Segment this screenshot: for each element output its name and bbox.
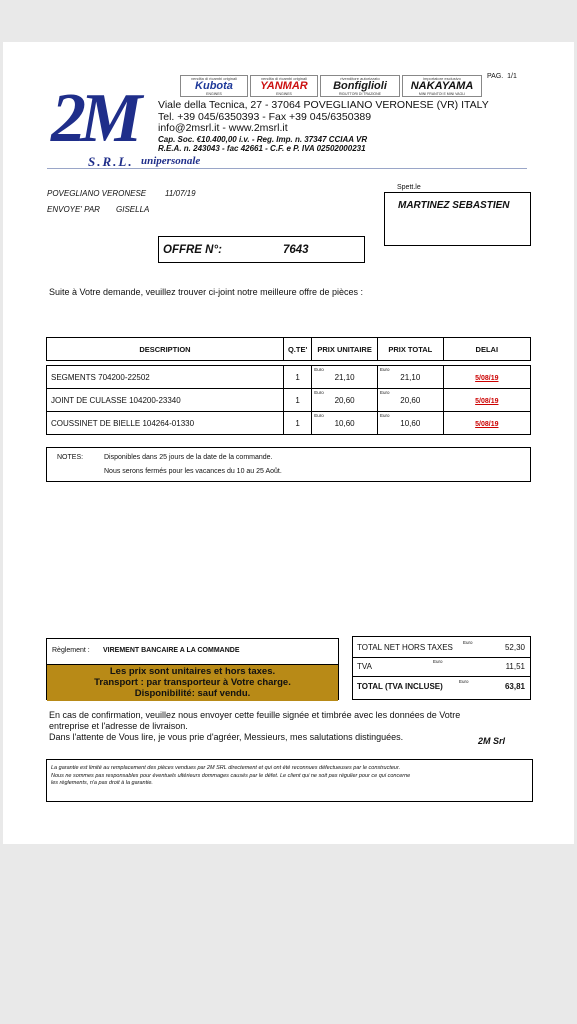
grand-total-currency: Euro	[459, 679, 469, 684]
row-qty: 1	[283, 412, 311, 435]
header-qty: Q.TE'	[283, 338, 311, 361]
logo-srl: S.R.L.	[88, 154, 134, 169]
row-total-price: Euro 21,10	[377, 366, 443, 389]
brand-bonfiglioli: rivenditore autorizzato Bonfiglioli RIDUTTORI DI TRAZIONE	[320, 75, 400, 97]
recipient-box	[384, 192, 531, 246]
signature: 2M Srl	[478, 736, 506, 746]
logo-unipersonale: unipersonale	[141, 155, 201, 167]
offer-label: OFFRE N°:	[163, 244, 222, 256]
table-row	[47, 389, 531, 412]
condition-prices: Les prix sont unitaires et hors taxes.	[109, 666, 276, 677]
row-delay: 5/08/19	[443, 412, 530, 435]
row-qty: 1	[283, 389, 311, 412]
row-description: COUSSINET DE BIELLE 104264-01330	[47, 412, 284, 435]
company-address: Viale della Tecnica, 27 - 37064 POVEGLIANO VERONESE (VR) ITALY	[158, 99, 489, 111]
brand-nakayama: importatore esclusivo NAKAYAMA MINI FRANTOI E MINI VAGLI	[402, 75, 482, 97]
row-description: SEGMENTS 704200-22502	[47, 366, 284, 389]
header-description: DESCRIPTION	[47, 338, 284, 361]
brand-yanmar: vendita di ricambi originali YANMAR ENGINES	[250, 75, 318, 97]
table-row	[47, 412, 531, 435]
company-email: info@2msrl.it - www.2msrl.it	[158, 122, 288, 134]
place: POVEGLIANO VERONESE	[47, 189, 147, 198]
warranty-line-2: Nous ne sommes pas responsables pour éventuels ultérieurs dommages causés par le défet. Le client qui ne soit pas régulier pour ce qui concerne	[51, 772, 411, 779]
offer-number: 7643	[283, 244, 309, 256]
row-unit-price: Euro 20,60	[312, 389, 378, 412]
closing-text	[49, 710, 460, 743]
table-header-row	[47, 338, 531, 361]
header-delay: DELAI	[443, 338, 530, 361]
table-row	[47, 366, 531, 389]
row-unit-price: Euro 10,60	[312, 412, 378, 435]
row-total-price: Euro 10,60	[377, 412, 443, 435]
warranty-line-1: La garantie est limité au remplacement des pièces vendues par 2M SRL directement et qui ont été reconnues défectueuses par le constructeur.	[51, 765, 401, 771]
recipient-label: Spett.le	[397, 184, 421, 191]
recipient-name: MARTINEZ SEBASTIEN	[398, 200, 510, 211]
items-table	[46, 337, 531, 435]
warranty-box	[46, 759, 533, 802]
net-total-currency: Euro	[463, 640, 473, 645]
conditions-banner	[47, 664, 338, 701]
notes-box	[46, 447, 531, 482]
company-phone: Tel. +39 045/6350393 - Fax +39 045/6350389	[158, 111, 372, 123]
notes-line-1: Disponibles dans 25 jours de la date de la commande.	[104, 454, 273, 461]
offer-box	[158, 236, 365, 263]
row-unit-price: Euro 21,10	[312, 366, 378, 389]
totals-box	[352, 636, 531, 700]
payment-label: Règlement :	[52, 647, 90, 654]
intro-text: Suite à Votre demande, veuillez trouver ci-joint notre meilleure offre de pièces :	[49, 287, 364, 297]
sent-by: GISELLA	[116, 205, 150, 214]
closing-line-1: En cas de confirmation, veuillez nous envoyer cette feuille signée et timbrée avec les données de Votre	[49, 710, 461, 720]
net-total-value: 52,30	[504, 643, 525, 652]
notes-label: NOTES:	[57, 454, 84, 461]
row-description: JOINT DE CULASSE 104200-23340	[47, 389, 284, 412]
grand-total-value: 63,81	[504, 682, 525, 691]
row-total-price: Euro 20,60	[377, 389, 443, 412]
row-delay: 5/08/19	[443, 366, 530, 389]
warranty-line-3: les règlements, n'a pas droit à la garantie.	[51, 780, 153, 786]
condition-transport: Transport : par transporteur à Votre charge.	[94, 677, 291, 688]
header-unit-price: PRIX UNITAIRE	[312, 338, 378, 361]
payment-box	[46, 638, 339, 700]
net-total-label: TOTAL NET HORS TAXES	[357, 643, 453, 652]
warranty-text	[51, 765, 529, 788]
brand-kubota: vendita di ricambi originali Kubota ENGINES	[180, 75, 248, 97]
tva-value: 11,51	[505, 662, 525, 671]
grand-total-label: TOTAL (TVA INCLUSE)	[357, 682, 443, 691]
condition-availability: Disponibilité: sauf vendu.	[134, 688, 251, 699]
notes-line-2: Nous serons fermés pour les vacances du 10 au 25 Août.	[104, 468, 282, 475]
document-page	[3, 42, 574, 844]
payment-value: VIREMENT BANCAIRE A LA COMMANDE	[103, 647, 240, 654]
row-qty: 1	[283, 366, 311, 389]
date: 11/07/19	[165, 189, 196, 198]
closing-line-2: entreprise et l'adresse de livraison.	[49, 721, 188, 731]
row-delay: 5/08/19	[443, 389, 530, 412]
closing-line-3: Dans l'attente de Vous lire, je vous prie d'agréer, Messieurs, mes salutations distinguées.	[49, 732, 404, 742]
sent-by-label: ENVOYE' PAR	[47, 205, 100, 214]
tva-label: TVA	[357, 662, 372, 671]
tva-currency: Euro	[433, 659, 443, 664]
company-capital: Cap. Soc. €10.400,00 i.v. - Reg. Imp. n. 37347 CCIAA VR	[158, 135, 368, 144]
header-total-price: PRIX TOTAL	[377, 338, 443, 361]
page-number: PAG. 1/1	[487, 73, 517, 80]
company-logo: 2M	[51, 80, 137, 157]
company-rea: R.E.A. n. 243043 - fac 42661 - C.F. e P. IVA 02502000231	[158, 144, 366, 153]
